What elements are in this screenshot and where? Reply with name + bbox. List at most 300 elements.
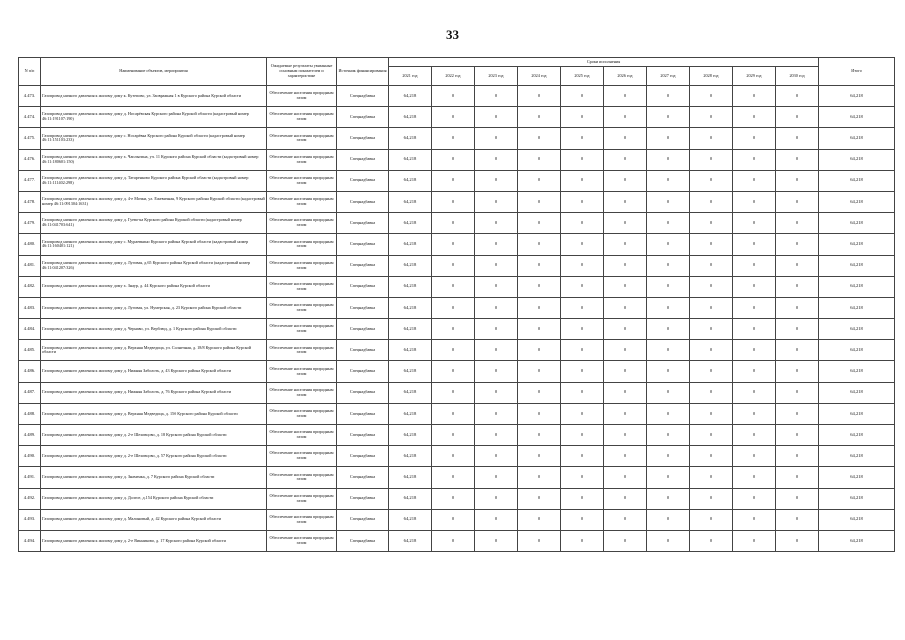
row-year-value: 0	[518, 276, 561, 297]
row-number: 4.479.	[19, 213, 41, 234]
row-year-value: 64,218	[389, 425, 432, 446]
row-year-value: 0	[647, 170, 690, 191]
row-year-value: 0	[776, 361, 819, 382]
row-year-value: 0	[518, 213, 561, 234]
row-year-value: 0	[647, 361, 690, 382]
row-total: 64,218	[819, 107, 895, 128]
row-year-value: 0	[690, 234, 733, 255]
row-year-value: 0	[432, 128, 475, 149]
row-number: 4.481.	[19, 255, 41, 276]
header-year: 2023 год	[475, 67, 518, 86]
row-year-value: 0	[647, 128, 690, 149]
row-name: Газопровод низкого давления к жилому дому д. Малиновый, д. 42 Курского района Курской области	[41, 509, 267, 530]
row-year-value: 0	[604, 128, 647, 149]
row-result: Обеспечение населения природным газом	[267, 509, 337, 530]
row-year-value: 0	[690, 297, 733, 318]
table-row	[19, 276, 895, 297]
row-result: Обеспечение населения природным газом	[267, 255, 337, 276]
row-year-value: 0	[604, 425, 647, 446]
row-number: 4.475.	[19, 128, 41, 149]
row-year-value: 0	[518, 128, 561, 149]
row-source: Спецнадбавка	[337, 191, 389, 212]
row-year-value: 0	[518, 340, 561, 361]
row-year-value: 0	[432, 509, 475, 530]
row-year-value: 0	[432, 319, 475, 340]
row-source: Спецнадбавка	[337, 509, 389, 530]
row-name: Газопровод низкого давления к жилому дому х. Чаплыгина, уч. 11 Курского района Курской области (кадастровый номер 46:11:180601:150)	[41, 149, 267, 170]
table-row	[19, 86, 895, 107]
header-total: Итого	[819, 58, 895, 86]
row-year-value: 64,218	[389, 509, 432, 530]
row-year-value: 64,218	[389, 149, 432, 170]
row-source: Спецнадбавка	[337, 467, 389, 488]
row-year-value: 0	[733, 425, 776, 446]
table-header	[19, 58, 895, 86]
row-year-value: 0	[518, 255, 561, 276]
row-name: Газопровод низкого давления к жилому дому д. Нижняя Заболоть, д. 43 Курского района Курской области	[41, 361, 267, 382]
row-year-value: 0	[475, 297, 518, 318]
row-year-value: 0	[432, 86, 475, 107]
row-year-value: 0	[604, 382, 647, 403]
row-year-value: 0	[475, 319, 518, 340]
row-year-value: 0	[561, 446, 604, 467]
row-year-value: 0	[604, 297, 647, 318]
header-result: Ожидаемые результаты увязанные основным показателем и характеристике	[267, 58, 337, 86]
row-year-value: 0	[518, 509, 561, 530]
row-year-value: 0	[604, 319, 647, 340]
row-year-value: 0	[475, 446, 518, 467]
row-result: Обеспечение населения природным газом	[267, 234, 337, 255]
row-year-value: 0	[690, 213, 733, 234]
row-year-value: 0	[518, 107, 561, 128]
page-number: 33	[446, 27, 459, 42]
row-year-value: 0	[432, 361, 475, 382]
table-row	[19, 170, 895, 191]
row-year-value: 0	[776, 467, 819, 488]
row-year-value: 0	[561, 425, 604, 446]
row-number: 4.476.	[19, 149, 41, 170]
row-year-value: 0	[733, 128, 776, 149]
row-number: 4.478.	[19, 191, 41, 212]
row-year-value: 0	[604, 149, 647, 170]
row-year-value: 64,218	[389, 255, 432, 276]
row-source: Спецнадбавка	[337, 276, 389, 297]
row-year-value: 0	[776, 234, 819, 255]
row-year-value: 0	[432, 191, 475, 212]
row-source: Спецнадбавка	[337, 170, 389, 191]
row-number: 4.473.	[19, 86, 41, 107]
row-year-value: 0	[733, 234, 776, 255]
table-row	[19, 446, 895, 467]
row-total: 64,218	[819, 213, 895, 234]
row-year-value: 0	[690, 255, 733, 276]
row-year-value: 0	[733, 191, 776, 212]
row-year-value: 0	[518, 425, 561, 446]
header-year: 2026 год	[604, 67, 647, 86]
row-year-value: 0	[561, 86, 604, 107]
row-name: Газопровод низкого давления к жилому дому д. Верхняя Медведица, ул. Солнечная, д. 18/8 Курского района Курской области	[41, 340, 267, 361]
row-result: Обеспечение населения природным газом	[267, 128, 337, 149]
table-row	[19, 297, 895, 318]
table-row	[19, 213, 895, 234]
row-name: Газопровод низкого давления к жилому дому к. Кутепово, ул. Заовражная 1 в Курского района Курской области	[41, 86, 267, 107]
row-year-value: 0	[733, 213, 776, 234]
header-year: 2022 год	[432, 67, 475, 86]
row-year-value: 0	[561, 340, 604, 361]
row-year-value: 0	[561, 488, 604, 509]
row-year-value: 0	[690, 149, 733, 170]
row-year-value: 0	[432, 107, 475, 128]
row-year-value: 64,218	[389, 530, 432, 551]
row-number: 4.485.	[19, 340, 41, 361]
row-source: Спецнадбавка	[337, 297, 389, 318]
row-total: 64,218	[819, 467, 895, 488]
row-source: Спецнадбавка	[337, 319, 389, 340]
row-year-value: 0	[561, 213, 604, 234]
row-number: 4.488.	[19, 403, 41, 424]
row-year-value: 0	[518, 382, 561, 403]
row-year-value: 0	[518, 86, 561, 107]
row-year-value: 0	[733, 149, 776, 170]
row-year-value: 0	[518, 403, 561, 424]
row-year-value: 0	[432, 149, 475, 170]
row-year-value: 0	[776, 128, 819, 149]
row-total: 64,218	[819, 446, 895, 467]
row-result: Обеспечение населения природным газом	[267, 170, 337, 191]
row-year-value: 0	[561, 509, 604, 530]
row-year-value: 0	[647, 213, 690, 234]
row-year-value: 0	[475, 340, 518, 361]
row-year-value: 0	[733, 319, 776, 340]
row-year-value: 0	[776, 191, 819, 212]
header-year: 2025 год	[561, 67, 604, 86]
header-year: 2027 год	[647, 67, 690, 86]
row-year-value: 0	[647, 149, 690, 170]
row-name: Газопровод низкого давления к жилому дому с. Носарёвка Курского района Курской области (кадастровый номер 46:11:151103:233)	[41, 128, 267, 149]
row-year-value: 0	[776, 319, 819, 340]
row-result: Обеспечение населения природным газом	[267, 86, 337, 107]
row-year-value: 0	[733, 255, 776, 276]
table-row	[19, 403, 895, 424]
table-row	[19, 255, 895, 276]
row-year-value: 0	[518, 191, 561, 212]
row-year-value: 0	[604, 276, 647, 297]
row-year-value: 0	[647, 276, 690, 297]
row-result: Обеспечение населения природным газом	[267, 530, 337, 551]
row-source: Спецнадбавка	[337, 255, 389, 276]
row-year-value: 0	[518, 530, 561, 551]
row-result: Обеспечение населения природным газом	[267, 488, 337, 509]
row-year-value: 64,218	[389, 488, 432, 509]
row-name: Газопровод низкого давления к жилому дому д. 2-е Шеховцово, д. 18 Курского района Курской области	[41, 425, 267, 446]
row-year-value: 0	[475, 234, 518, 255]
row-year-value: 0	[432, 234, 475, 255]
row-year-value: 0	[561, 297, 604, 318]
row-total: 64,218	[819, 276, 895, 297]
row-number: 4.483.	[19, 297, 41, 318]
row-name: Газопровод низкого давления к жилому дому д. 4-е Мочки, ул. Ежевичная, 9 Курского района Курской области (кадастровый номер 46:11:091304:1631)	[41, 191, 267, 212]
table-body	[19, 86, 895, 552]
row-result: Обеспечение населения природным газом	[267, 297, 337, 318]
row-year-value: 0	[475, 276, 518, 297]
row-year-value: 0	[475, 255, 518, 276]
row-year-value: 64,218	[389, 340, 432, 361]
row-total: 64,218	[819, 530, 895, 551]
row-year-value: 0	[604, 86, 647, 107]
row-name: Газопровод низкого давления к жилому дому д. 2-е Шеховцово, д. 57 Курского района Курской области	[41, 446, 267, 467]
header-name: Наименование объектов, мероприятия	[41, 58, 267, 86]
row-year-value: 0	[690, 191, 733, 212]
row-year-value: 0	[647, 446, 690, 467]
row-year-value: 0	[604, 255, 647, 276]
row-year-value: 0	[475, 361, 518, 382]
row-year-value: 0	[733, 361, 776, 382]
row-year-value: 0	[604, 509, 647, 530]
row-year-value: 0	[733, 530, 776, 551]
row-year-value: 0	[432, 255, 475, 276]
row-year-value: 64,218	[389, 213, 432, 234]
row-year-value: 0	[561, 319, 604, 340]
row-name: Газопровод низкого давления к жилому дому д. Знаменка, д. 7 Курского района Курской области	[41, 467, 267, 488]
row-year-value: 0	[561, 382, 604, 403]
row-result: Обеспечение населения природным газом	[267, 213, 337, 234]
row-year-value: 0	[690, 467, 733, 488]
row-year-value: 0	[647, 467, 690, 488]
row-number: 4.474.	[19, 107, 41, 128]
row-year-value: 0	[776, 382, 819, 403]
row-year-value: 64,218	[389, 191, 432, 212]
row-year-value: 0	[432, 340, 475, 361]
row-name: Газопровод низкого давления к жилому дому д. Долгое, д.154 Курского района Курской области	[41, 488, 267, 509]
row-year-value: 0	[690, 276, 733, 297]
row-year-value: 0	[561, 107, 604, 128]
row-year-value: 0	[604, 170, 647, 191]
row-year-value: 0	[776, 340, 819, 361]
row-total: 64,218	[819, 403, 895, 424]
row-year-value: 0	[733, 297, 776, 318]
row-year-value: 0	[475, 530, 518, 551]
row-total: 64,218	[819, 234, 895, 255]
row-year-value: 0	[475, 191, 518, 212]
row-year-value: 0	[604, 530, 647, 551]
row-year-value: 0	[432, 382, 475, 403]
row-total: 64,218	[819, 488, 895, 509]
row-year-value: 0	[432, 488, 475, 509]
row-year-value: 64,218	[389, 86, 432, 107]
row-name: Газопровод низкого давления к жилому дому д. Луговая, ул. Нумерская, д. 23 Курского района Курской области	[41, 297, 267, 318]
row-year-value: 0	[518, 149, 561, 170]
row-year-value: 64,218	[389, 276, 432, 297]
row-year-value: 0	[604, 340, 647, 361]
row-result: Обеспечение населения природным газом	[267, 149, 337, 170]
row-year-value: 0	[518, 488, 561, 509]
row-year-value: 0	[432, 170, 475, 191]
row-year-value: 0	[776, 149, 819, 170]
row-result: Обеспечение населения природным газом	[267, 446, 337, 467]
row-year-value: 0	[561, 234, 604, 255]
table-row	[19, 149, 895, 170]
row-year-value: 0	[518, 170, 561, 191]
row-result: Обеспечение населения природным газом	[267, 425, 337, 446]
row-year-value: 0	[561, 276, 604, 297]
row-name: Газопровод низкого давления к жилому дому д. Носарёвская Курского района Курской области (кадастровый номер 46:11:191107:190)	[41, 107, 267, 128]
row-source: Спецнадбавка	[337, 107, 389, 128]
row-source: Спецнадбавка	[337, 403, 389, 424]
row-year-value: 0	[518, 297, 561, 318]
row-year-value: 64,218	[389, 446, 432, 467]
row-year-value: 0	[776, 425, 819, 446]
row-name: Газопровод низкого давления к жилому дому д. 2-е Винниково, д. 17 Курского района Курской области	[41, 530, 267, 551]
header-year: 2030 год	[776, 67, 819, 86]
row-year-value: 0	[432, 425, 475, 446]
row-total: 64,218	[819, 191, 895, 212]
row-year-value: 0	[776, 86, 819, 107]
row-number: 4.484.	[19, 319, 41, 340]
row-year-value: 0	[475, 213, 518, 234]
row-year-value: 64,218	[389, 403, 432, 424]
row-year-value: 0	[561, 255, 604, 276]
row-total: 64,218	[819, 509, 895, 530]
table-row	[19, 319, 895, 340]
row-year-value: 0	[690, 530, 733, 551]
row-name: Газопровод низкого давления к жилому дому д. Чернаво, ул. Верблюд, д. 1 Курского района Курской области	[41, 319, 267, 340]
row-year-value: 64,218	[389, 297, 432, 318]
row-name: Газопровод низкого давления к жилому дому д. Татаренково Курского района Курской области (кадастровый номер 46:11:111402:298)	[41, 170, 267, 191]
row-year-value: 64,218	[389, 361, 432, 382]
row-name: Газопровод низкого давления к жилому дому с. Мураевкино Курского района Курской области (кадастровый номер 46:11:160401:121)	[41, 234, 267, 255]
row-year-value: 0	[733, 340, 776, 361]
row-year-value: 0	[647, 509, 690, 530]
row-year-value: 0	[690, 488, 733, 509]
row-year-value: 0	[733, 488, 776, 509]
table-row	[19, 234, 895, 255]
row-source: Спецнадбавка	[337, 425, 389, 446]
objects-table	[18, 57, 895, 552]
row-name: Газопровод низкого давления к жилому дому д. Нижняя Заболоть, д. 76 Курского района Курской области	[41, 382, 267, 403]
row-source: Спецнадбавка	[337, 382, 389, 403]
row-year-value: 0	[647, 191, 690, 212]
row-year-value: 0	[561, 128, 604, 149]
row-year-value: 0	[690, 86, 733, 107]
row-year-value: 64,218	[389, 234, 432, 255]
row-year-value: 0	[647, 382, 690, 403]
row-total: 64,218	[819, 340, 895, 361]
row-source: Спецнадбавка	[337, 128, 389, 149]
row-year-value: 0	[690, 425, 733, 446]
row-year-value: 0	[776, 276, 819, 297]
row-year-value: 0	[776, 446, 819, 467]
header-year: 2029 год	[733, 67, 776, 86]
row-year-value: 0	[690, 361, 733, 382]
row-name: Газопровод низкого давления к жилому дому д. Луговая, д.65 Курского района Курской области (кадастровый номер 46:11:041207:326)	[41, 255, 267, 276]
row-year-value: 0	[776, 488, 819, 509]
row-source: Спецнадбавка	[337, 530, 389, 551]
row-year-value: 0	[604, 191, 647, 212]
row-year-value: 0	[518, 467, 561, 488]
row-year-value: 64,218	[389, 107, 432, 128]
row-result: Обеспечение населения природным газом	[267, 276, 337, 297]
row-number: 4.492.	[19, 488, 41, 509]
row-year-value: 0	[604, 446, 647, 467]
table-row	[19, 382, 895, 403]
row-year-value: 0	[518, 361, 561, 382]
row-total: 64,218	[819, 149, 895, 170]
row-year-value: 0	[776, 170, 819, 191]
row-year-value: 0	[776, 107, 819, 128]
row-year-value: 0	[690, 382, 733, 403]
row-year-value: 0	[647, 107, 690, 128]
header-year: 2024 год	[518, 67, 561, 86]
row-year-value: 0	[475, 488, 518, 509]
row-year-value: 0	[690, 170, 733, 191]
row-year-value: 0	[561, 170, 604, 191]
row-year-value: 0	[776, 297, 819, 318]
row-number: 4.482.	[19, 276, 41, 297]
row-year-value: 0	[561, 361, 604, 382]
row-year-value: 0	[733, 446, 776, 467]
row-year-value: 0	[690, 446, 733, 467]
row-total: 64,218	[819, 86, 895, 107]
row-year-value: 0	[776, 213, 819, 234]
row-year-value: 0	[432, 213, 475, 234]
row-year-value: 0	[475, 170, 518, 191]
row-year-value: 0	[776, 509, 819, 530]
row-year-value: 0	[518, 319, 561, 340]
table-row	[19, 530, 895, 551]
row-year-value: 0	[733, 170, 776, 191]
row-year-value: 0	[733, 107, 776, 128]
row-source: Спецнадбавка	[337, 340, 389, 361]
row-year-value: 0	[647, 530, 690, 551]
row-result: Обеспечение населения природным газом	[267, 467, 337, 488]
row-year-value: 0	[432, 276, 475, 297]
header-num: N п/п	[19, 58, 41, 86]
row-name: Газопровод низкого давления к жилому дому х. Знаур, д. 44 Курского района Курской области	[41, 276, 267, 297]
table-row	[19, 361, 895, 382]
row-year-value: 0	[776, 403, 819, 424]
row-number: 4.493.	[19, 509, 41, 530]
row-year-value: 0	[604, 467, 647, 488]
row-year-value: 0	[475, 382, 518, 403]
table-row	[19, 128, 895, 149]
row-year-value: 0	[690, 128, 733, 149]
row-number: 4.494.	[19, 530, 41, 551]
row-number: 4.489.	[19, 425, 41, 446]
row-number: 4.487.	[19, 382, 41, 403]
row-result: Обеспечение населения природным газом	[267, 340, 337, 361]
row-year-value: 0	[518, 446, 561, 467]
row-year-value: 0	[518, 234, 561, 255]
row-year-value: 0	[690, 509, 733, 530]
row-year-value: 0	[475, 86, 518, 107]
row-name: Газопровод низкого давления к жилому дому д. Гуево-ка Курского района Курской области (кадастровый номер 46:11:041703:641)	[41, 213, 267, 234]
row-year-value: 0	[647, 340, 690, 361]
row-result: Обеспечение населения природным газом	[267, 319, 337, 340]
row-year-value: 0	[647, 403, 690, 424]
header-source: Источник финансирования	[337, 58, 389, 86]
row-year-value: 0	[475, 128, 518, 149]
row-total: 64,218	[819, 382, 895, 403]
row-year-value: 0	[733, 403, 776, 424]
row-year-value: 0	[475, 467, 518, 488]
row-year-value: 0	[647, 255, 690, 276]
row-year-value: 0	[647, 488, 690, 509]
row-year-value: 0	[475, 149, 518, 170]
row-year-value: 0	[733, 276, 776, 297]
row-year-value: 0	[604, 107, 647, 128]
row-year-value: 0	[561, 530, 604, 551]
row-result: Обеспечение населения природным газом	[267, 361, 337, 382]
